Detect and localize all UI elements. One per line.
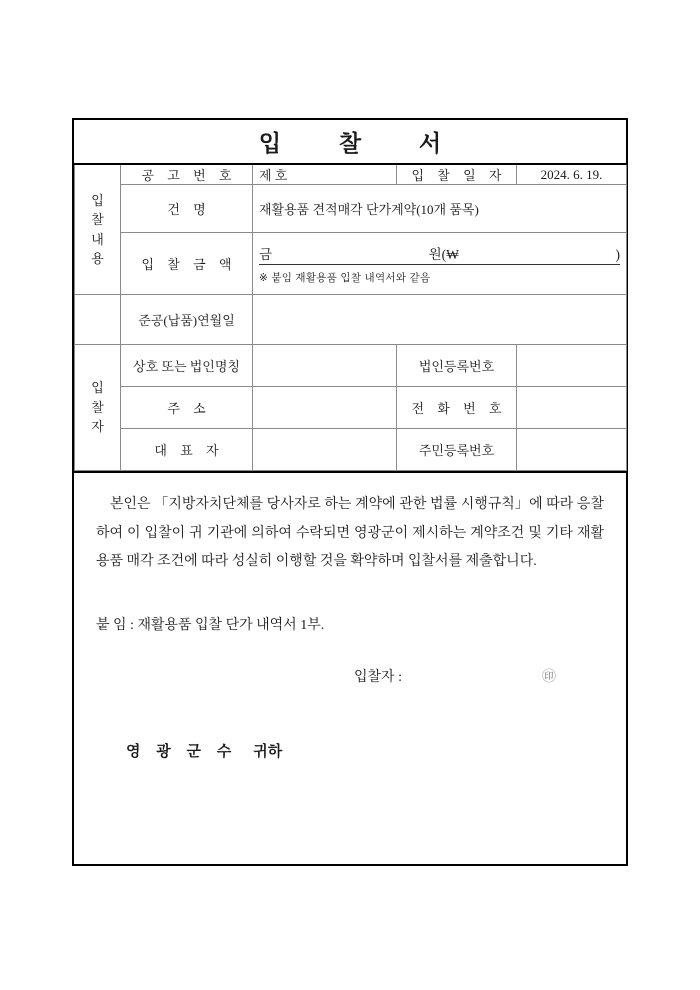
label-address: 주 소 [121,387,253,429]
label-bid-date: 입 찰 일 자 [397,165,517,185]
value-phone-number[interactable] [517,387,627,429]
value-corporate-reg-number[interactable] [517,345,627,387]
label-corporate-reg-number: 법인등록번호 [397,345,517,387]
page-title: 입 찰 서 [258,131,468,156]
label-bid-amount: 입 찰 금 액 [121,233,253,295]
bid-content-table [74,165,627,471]
bid-form-document [72,118,628,866]
attachment-line: 붙 임 : 재활용품 입찰 단가 내역서 1부. [96,618,325,634]
label-representative: 대 표 자 [121,429,253,471]
value-resident-reg-number[interactable] [517,429,627,471]
table-row [75,387,627,429]
label-project-name: 건 명 [121,185,253,233]
table-row [75,233,627,295]
label-phone-number: 전 화 번 호 [397,387,517,429]
bid-amount-line[interactable] [259,243,620,265]
amount-currency-unit: 원(₩ [428,246,459,262]
signature-row [96,666,604,686]
value-bid-date[interactable]: 2024. 6. 19. [517,165,627,185]
label-company-name: 상호 또는 법인명칭 [121,345,253,387]
document-title-row [74,120,626,165]
amount-close-paren: ) [615,246,621,262]
table-row [75,185,627,233]
label-resident-reg-number: 주민등록번호 [397,429,517,471]
value-address[interactable] [253,387,397,429]
value-completion-date[interactable] [253,295,627,345]
value-representative[interactable] [253,429,397,471]
recipient-name: 영 광 군 수 [126,744,238,761]
signature-label: 입찰자 : [354,670,402,686]
table-row [75,165,627,185]
bid-amount-note: ※ 붙임 재활용품 입찰 내역서와 같음 [259,271,431,284]
label-notice-number: 공 고 번 호 [121,165,253,185]
recipient-honorific: 귀하 [253,744,283,761]
value-bid-amount[interactable] [253,233,627,295]
value-company-name[interactable] [253,345,397,387]
label-completion-date: 준공(납품)연월일 [121,295,253,345]
table-row [75,345,627,387]
value-project-name[interactable]: 재활용품 견적매각 단가계약(10개 품목) [253,185,627,233]
seal-icon: ㊞ [541,670,556,686]
recipient-line [96,740,604,761]
amount-prefix: 금 [259,246,273,262]
table-row [75,295,627,345]
value-notice-number[interactable]: 제 호 [253,165,397,185]
body-section [74,471,626,761]
bidder-section-label: 입 찰 자 [75,345,121,471]
table-row [75,429,627,471]
declaration-paragraph: 본인은 「지방자치단체를 당사자로 하는 계약에 관한 법률 시행규칙」에 따라 응찰하여 이 입찰이 귀 기관에 의하여 수락되면 영광군이 제시하는 계약조건 및 기타 재활용품 매각 조건에 따라 성실히 이행할 것을 확약하며 입찰서를 제출합니다. [96,497,604,570]
bid-content-section-label: 입 찰 내 용 [75,165,121,295]
